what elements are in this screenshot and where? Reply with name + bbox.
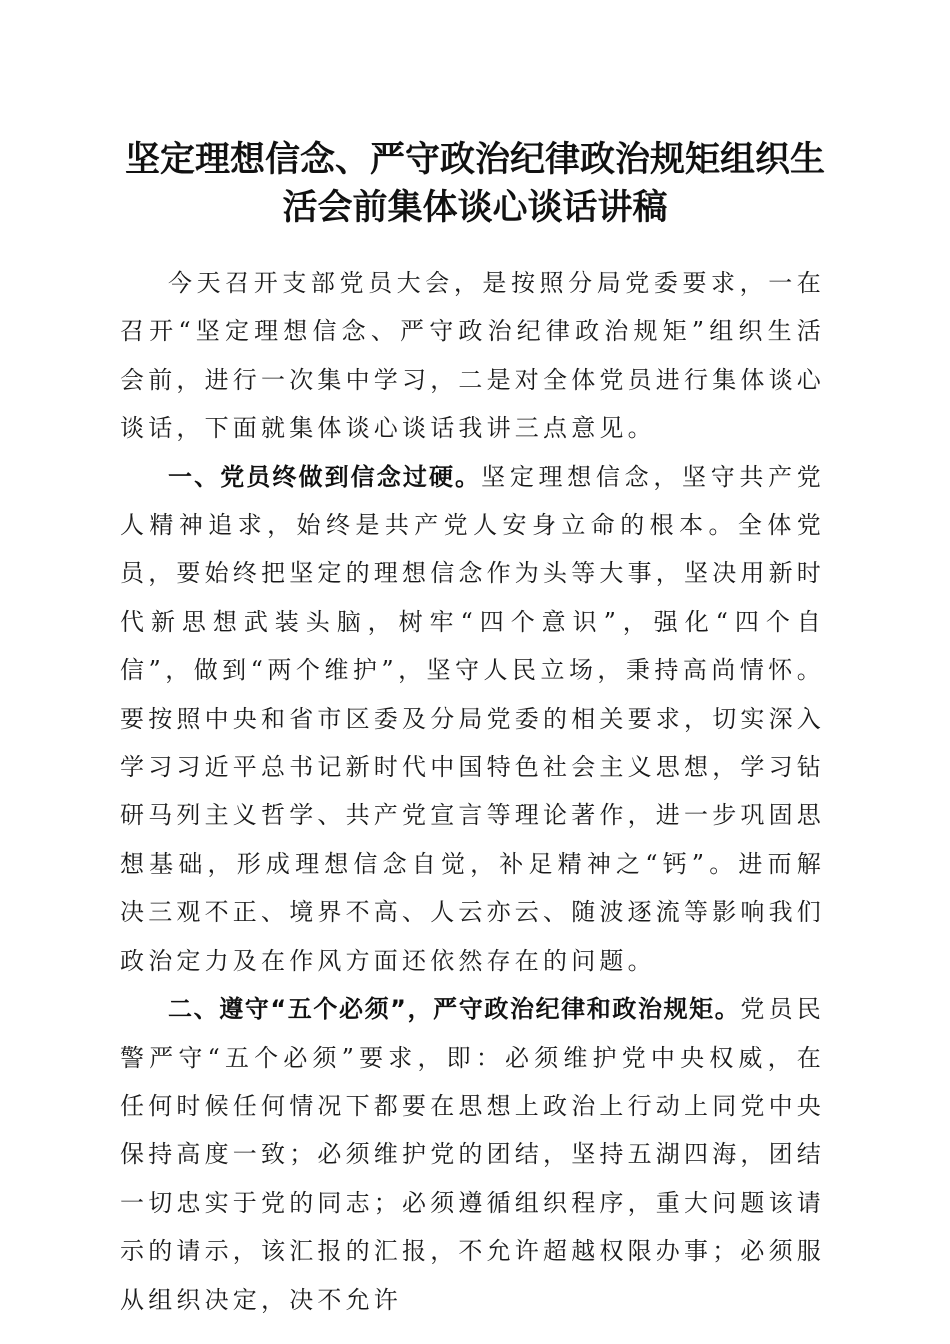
document-body	[120, 259, 825, 1324]
paragraph-intro	[120, 259, 825, 453]
paragraph-text: 今天召开支部党员大会，是按照分局党委要求，一在召开“坚定理想信念、严守政治纪律政治规矩”组织生活会前，进行一次集中学习，二是对全体党员进行集体谈心谈话，下面就集体谈心谈话我讲三点意见。	[120, 269, 825, 443]
paragraph-heading: 二、遵守“五个必须”，严守政治纪律和政治规矩。	[168, 995, 741, 1024]
paragraph-point-2	[120, 985, 825, 1324]
paragraph-point-1	[120, 453, 825, 985]
paragraph-text: 坚定理想信念，坚守共产党人精神追求，始终是共产党人安身立命的根本。全体党员，要始终把坚定的理想信念作为头等大事，坚决用新时代新思想武装头脑，树牢“四个意识”，强化“四个自信”，做到“两个维护”，坚守人民立场，秉持高尚情怀。要按照中央和省市区委及分局党委的相关要求，切实深入学习习近平总书记新时代中国特色社会主义思想，学习钻研马列主义哲学、共产党宣言等理论著作，进一步巩固思想基础，形成理想信念自觉，补足精神之“钙”。进而解决三观不正、境界不高、人云亦云、随波逐流等影响我们政治定力及在作风方面还依然存在的问题。	[120, 462, 826, 975]
paragraph-text: 党员民警严守“五个必须”要求，即：必须维护党中央权威，在任何时候任何情况下都要在思想上政治上行动上同党中央保持高度一致；必须维护党的团结，坚持五湖四海，团结一切忠实于党的同志；必须遵循组织程序，重大问题该请示的请示，该汇报的汇报，不允许超越权限办事；必须服从组织决定，决不允许	[120, 995, 825, 1314]
title-line-1: 坚定理想信念、严守政治纪律政治规矩组织生	[124, 139, 825, 180]
paragraph-heading: 一、党员终做到信念过硬。	[168, 462, 482, 491]
title-line-2: 活会前集体谈心谈话讲稿	[282, 187, 668, 228]
document-title	[110, 136, 840, 232]
